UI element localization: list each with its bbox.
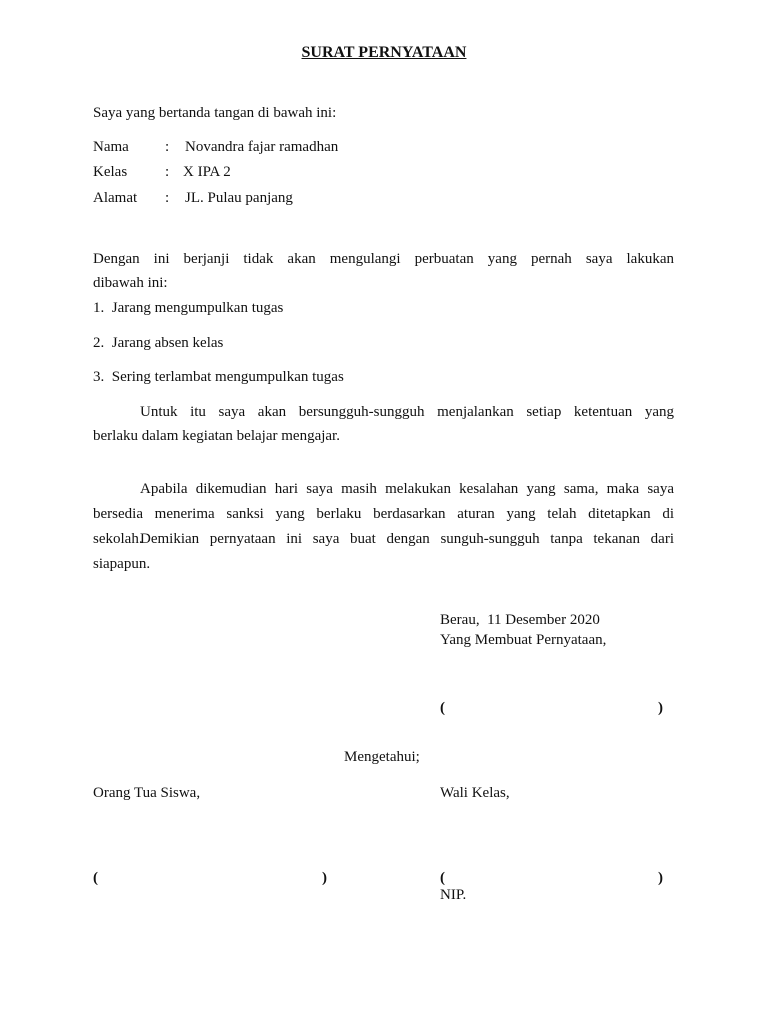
field-colon: : (165, 190, 170, 206)
nip-label: NIP. (440, 887, 467, 903)
signature-open-paren: ( (440, 700, 445, 716)
parent-label: Orang Tua Siswa, (93, 785, 201, 801)
field-colon: : (165, 164, 170, 180)
paragraph-line: sekolah. (93, 531, 143, 547)
paragraph-line: Untuk itu saya akan bersungguh-sungguh menjalankan setiap ketentuan yang (140, 404, 674, 420)
place-date: Berau, 11 Desember 2020 (440, 612, 600, 628)
list-item: 3. Sering terlambat mengumpulkan tugas (93, 369, 344, 385)
parent-close-paren: ) (322, 870, 327, 886)
teacher-close-paren: ) (658, 870, 663, 886)
paragraph-line: siapapun. (93, 556, 151, 572)
field-value-kelas: X IPA 2 (183, 164, 231, 180)
intro-text: Saya yang bertanda tangan di bawah ini: (93, 105, 337, 121)
document-title: SURAT PERNYATAAN (301, 44, 467, 61)
promise-line: dibawah ini: (93, 275, 168, 291)
field-value-nama: Novandra fajar ramadhan (185, 139, 339, 155)
parent-open-paren: ( (93, 870, 98, 886)
list-item: 2. Jarang absen kelas (93, 335, 224, 351)
paragraph-line: Demikian pernyataan ini saya buat dengan sunguh-sungguh tanpa tekanan dari (140, 531, 674, 547)
field-label-nama: Nama (93, 139, 129, 155)
teacher-label: Wali Kelas, (440, 785, 510, 801)
list-item: 1. Jarang mengumpulkan tugas (93, 300, 284, 316)
promise-line: Dengan ini berjanji tidak akan mengulangi perbuatan yang pernah saya lakukan (93, 251, 674, 267)
field-value-alamat: JL. Pulau panjang (185, 190, 293, 206)
teacher-open-paren: ( (440, 870, 445, 886)
field-colon: : (165, 139, 170, 155)
acknowledge-label: Mengetahui; (344, 749, 420, 765)
field-label-alamat: Alamat (93, 190, 138, 206)
field-label-kelas: Kelas (93, 164, 128, 180)
paragraph-line: bersedia menerima sanksi yang berlaku berdasarkan aturan yang telah ditetapkan di (93, 506, 674, 522)
signature-close-paren: ) (658, 700, 663, 716)
paragraph-line: berlaku dalam kegiatan belajar mengajar. (93, 428, 340, 444)
paragraph-line: Apabila dikemudian hari saya masih melakukan kesalahan yang sama, maka saya (140, 481, 674, 497)
maker-label: Yang Membuat Pernyataan, (440, 632, 607, 648)
